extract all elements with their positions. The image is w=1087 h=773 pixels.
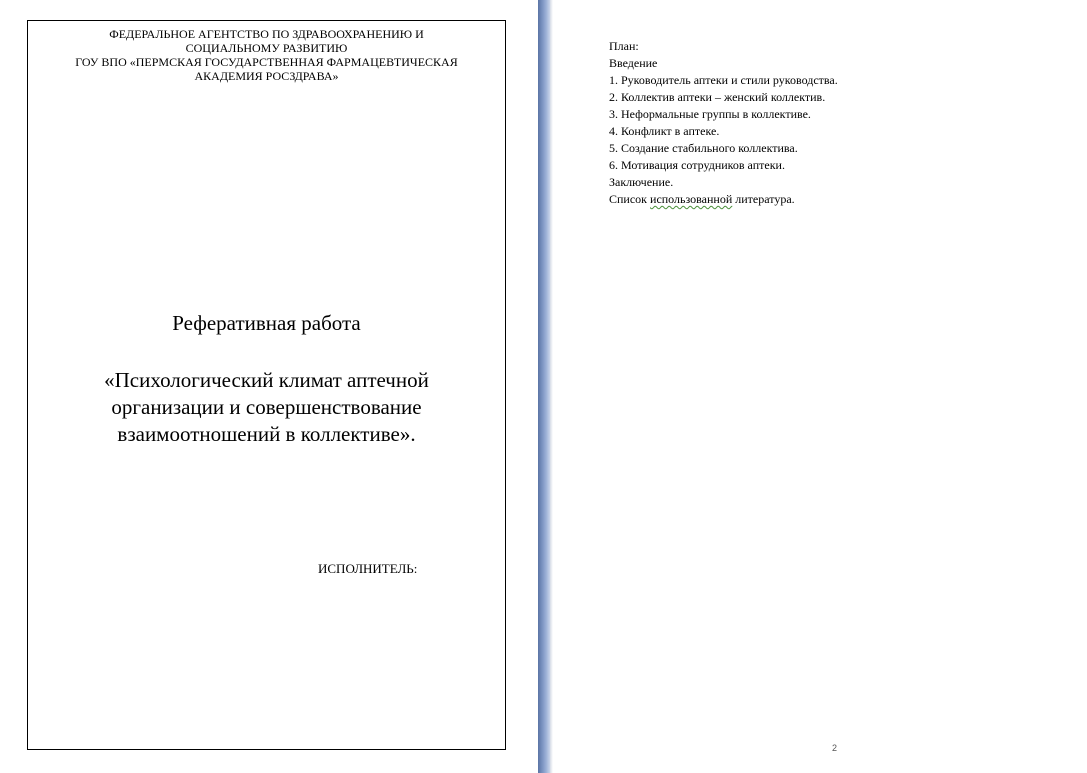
agency-header <box>27 27 506 83</box>
plan-item: 3. Неформальные группы в коллективе. <box>609 107 811 121</box>
plan-list <box>609 38 838 208</box>
page-number: 2 <box>832 743 838 753</box>
plan-item: 6. Мотивация сотрудников аптеки. <box>609 158 785 172</box>
work-title <box>27 367 506 448</box>
plan-item: 4. Конфликт в аптеке. <box>609 124 720 138</box>
header-line: ГОУ ВПО «ПЕРМСКАЯ ГОСУДАРСТВЕННАЯ ФАРМАЦЕВТИЧЕСКАЯ <box>75 55 458 69</box>
references-text-end: литература. <box>732 192 795 206</box>
plan-heading: План: <box>609 39 639 53</box>
plan-item: 1. Руководитель аптеки и стили руководства. <box>609 73 838 87</box>
plan-item: Заключение. <box>609 175 674 189</box>
work-title-line: взаимоотношений в коллективе». <box>117 422 416 446</box>
work-title-line: «Психологический климат аптечной <box>104 368 429 392</box>
work-title-line: организации и совершенствование <box>111 395 422 419</box>
header-line: АКАДЕМИЯ РОСЗДРАВА» <box>194 69 339 83</box>
plan-item: 2. Коллектив аптеки – женский коллектив. <box>609 90 826 104</box>
header-line: СОЦИАЛЬНОМУ РАЗВИТИЮ <box>185 41 348 55</box>
executor-label: ИСПОЛНИТЕЛЬ: <box>318 561 418 576</box>
header-line: ФЕДЕРАЛЬНОЕ АГЕНТСТВО ПО ЗДРАВООХРАНЕНИЮ И <box>109 27 424 41</box>
references-text-start: Список <box>609 192 651 206</box>
page-divider <box>538 0 550 773</box>
plan-item-references <box>609 191 838 208</box>
plan-item: Введение <box>609 56 658 70</box>
work-type: Реферативная работа <box>172 311 361 335</box>
plan-item: 5. Создание стабильного коллектива. <box>609 141 798 155</box>
spellcheck-marked-word[interactable]: использованной <box>650 192 733 206</box>
